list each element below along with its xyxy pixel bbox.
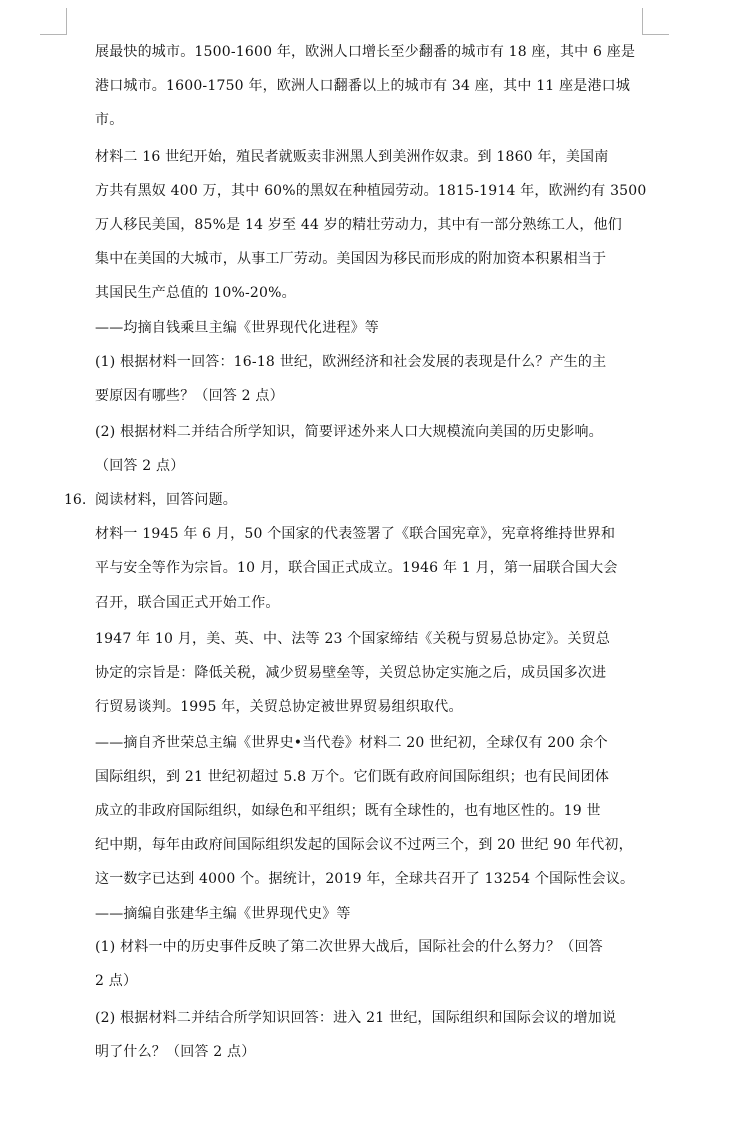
question-title: 阅读材料，回答问题。 xyxy=(95,492,237,508)
text-line: 协定的宗旨是：降低关税，减少贸易壁垒等，关贸总协定实施之后，成员国多次进 xyxy=(95,665,607,681)
sub-question: 要原因有哪些？（回答 2 点） xyxy=(95,388,284,404)
text-line: 材料一 1945 年 6 月，50 个国家的代表签署了《联合国宪章》，宪章将维持世界和 xyxy=(95,526,616,542)
text-line: 1947 年 10 月，美、英、中、法等 23 个国家缔结《关税与贸易总协定》。关贸总 xyxy=(95,631,611,647)
text-line: 成立的非政府国际组织，如绿色和平组织；既有全球性的，也有地区性的。19 世 xyxy=(95,803,601,819)
source-citation: ——摘编自张建华主编《世界现代史》等 xyxy=(95,906,351,922)
text-line: 万人移民美国，85%是 14 岁至 44 岁的精壮劳动力，其中有一部分熟练工人，他们 xyxy=(95,217,622,233)
sub-question: （回答 2 点） xyxy=(95,458,185,474)
text-line: 这一数字已达到 4000 个。据统计，2019 年，全球共召开了 13254 个国际性会议。 xyxy=(95,871,635,887)
sub-question: 明了什么？（回答 2 点） xyxy=(95,1044,256,1060)
sub-question: (1) 根据材料一回答：16-18 世纪，欧洲经济和社会发展的表现是什么？产生的主 xyxy=(95,354,607,370)
source-citation: ——均摘自钱乘旦主编《世界现代化进程》等 xyxy=(95,320,379,336)
text-line: 展最快的城市。1500-1600 年，欧洲人口增长至少翻番的城市有 18 座，其中 6 座是 xyxy=(95,44,636,60)
sub-question: (2) 根据材料二并结合所学知识回答：进入 21 世纪，国际组织和国际会议的增加说 xyxy=(95,1010,617,1026)
text-line: 港口城市。1600-1750 年，欧洲人口翻番以上的城市有 34 座，其中 11 座是港口城 xyxy=(95,78,631,94)
text-line: 方共有黑奴 400 万，其中 60%的黑奴在种植园劳动。1815-1914 年，欧洲约有 3500 xyxy=(95,183,647,199)
text-line: 集中在美国的大城市，从事工厂劳动。美国因为移民而形成的附加资本积累相当于 xyxy=(95,251,607,267)
text-line: 纪中期，每年由政府间国际组织发起的国际会议不过两三个，到 20 世纪 90 年代初， xyxy=(95,837,633,853)
text-line: 平与安全等作为宗旨。10 月，联合国正式成立。1946 年 1 月，第一届联合国大会 xyxy=(95,560,618,576)
text-line: 其国民生产总值的 10%-20%。 xyxy=(95,285,296,301)
page-corner-mark-top-right xyxy=(642,8,669,35)
page-corner-mark-top-left xyxy=(40,8,67,35)
question-number: 16. xyxy=(64,492,87,508)
sub-question: (2) 根据材料二并结合所学知识，简要评述外来人口大规模流向美国的历史影响。 xyxy=(95,424,603,440)
sub-question: (1) 材料一中的历史事件反映了第二次世界大战后，国际社会的什么努力？（回答 xyxy=(95,939,603,955)
text-line: 材料二 16 世纪开始，殖民者就贩卖非洲黑人到美洲作奴隶。到 1860 年，美国南 xyxy=(95,149,609,165)
text-line: 行贸易谈判。1995 年，关贸总协定被世界贸易组织取代。 xyxy=(95,699,463,715)
text-line: 召开，联合国正式开始工作。 xyxy=(95,595,280,611)
text-line: 市。 xyxy=(95,112,124,128)
text-line: 国际组织，到 21 世纪初超过 5.8 万个。它们既有政府间国际组织；也有民间团体 xyxy=(95,769,610,785)
text-line: ——摘自齐世荣总主编《世界史•当代卷》材料二 20 世纪初，全球仅有 200 余个 xyxy=(95,735,608,751)
sub-question: 2 点） xyxy=(95,973,138,989)
